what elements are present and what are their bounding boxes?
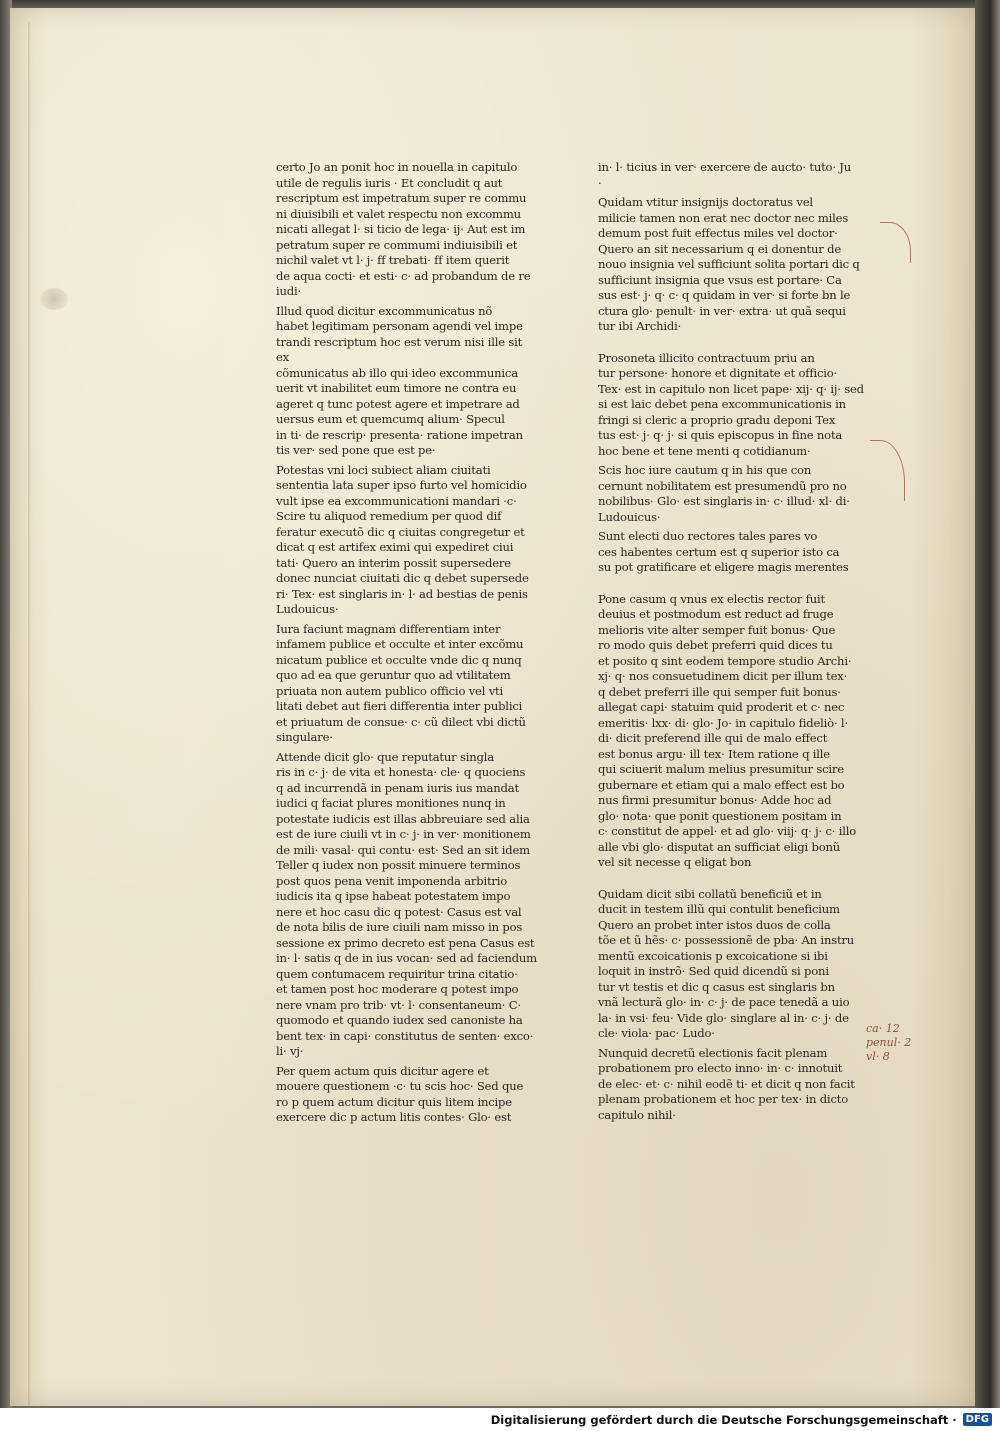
paragraph-gap <box>598 576 870 592</box>
paper-stain <box>40 288 68 310</box>
left-paragraph: certo Jo an ponit hoc in nouella in capitulo utile de regulis iuris · Et concludit q aut rescriptum est impetratum super re commu ni diuisibili et valet respectu non excommu nicati allegat l· si ticio de lega· ij· Aut est im petratum super re commumi indiuisibili et nichil valet vt l· j· ff trebati· ff item querit de aqua cocti· et esti· c· ad probandum de re iudi· <box>276 160 531 298</box>
right-paragraph: Scis hoc iure cautum q in his que con cernunt nobilitatem est presumendũ pro no nobilibus· Glo· est singlaris in· c· illud· xl· di· Ludouicus· <box>598 463 850 524</box>
right-text-column <box>598 160 870 1123</box>
right-paragraph: Pone casum q vnus ex electis rector fuit deuius et postmodum est reduct ad fruge melioris vite alter semper fuit bonus· Que ro modo quis debet preferri quid dices tu et posito q sint eodem tempore studio Archi· xj· q· nos consuetudinem dicit per illum tex· q debet preferri ille qui semper fuit bonus· allegat capi· statuim quid proderit et c· nec emeritis· lxx· di· glo· Jo· in capitulo fideliò· l· di· dicit preferend ille qui de malo effect est bonus argu· ill tex· Item ratione q ille qui sciuerit malum melius presumitur scire gubernare et etiam qui a malo effect est bo nus firmi presumitur bonus· Adde hoc ad glo· nota· que ponit questionem positam in c· constitut de appel· et ad glo· viij· q· j· c· illo alle vbi glo· disputat an sufficiat eligi bonũ vel sit necesse q eligat bon <box>598 591 857 869</box>
paragraph-gap <box>598 871 870 887</box>
paragraph-gap <box>598 335 870 351</box>
footer-credit-bar <box>0 1408 1000 1431</box>
right-paragraph: Quidam vtitur insignijs doctoratus vel milicie tamen non erat nec doctor nec miles demum post fuit effectus miles vel doctor· Quero an sit necessarium q ei donentur de nouo insignia vel sufficiunt solita portari dic q sufficiunt insignia que vsus est portare· Ca sus est· j· q· c· q quidam in ver· si forte bn le ctura glo· penult· in ver· extra· ut quã sequi tur ibi Archidi· <box>598 195 860 333</box>
left-text-column <box>276 160 538 1126</box>
left-paragraph: Attende dicit glo· que reputatur singla ris in c· j· de vita et honesta· cle· q quociens q ad incurrendã in penam iuris ius mandat iudici q faciat plures monitiones nunq in potestate iudicis est illas abbreuiare sed alia est de iure ciuili vt in c· j· in ver· monitionem de mili· vasal· qui contu· est· Sed an sit idem Teller q iudex non possit minuere terminos post quos pena venit imponenda arbitrio iudicis ita q ipse habeat potestatem impo nere et hoc casu dic q potest· Casus est val de nota bilis de iure ciuili nam misso in pos sessione ex primo decreto est pena Casus est in· l· satis q de in ius vocan· sed ad faciendum quem contumacem requiritur trina citatio· et tamen post hoc moderare q potest impo nere vnam pro trib· vt· l· consentaneum· C· quomodo et quando iudex sed canoniste ha bent tex· in capi· constitutus de senten· exco· li· vj· <box>276 749 537 1058</box>
left-paragraph: Illud quod dicitur excommunicatus nõ habet legitimam personam agendi vel impe trandi rescriptum hoc est verum nisi ille sit ex cõmunicatus ab illo qui ideo excommunica uerit vt inabilitet eum timore ne contra eu ageret q tunc potest agere et impetrare ad uersus eum et quemcumq alium· Specul in ti· de rescrip· presenta· ratione impetran tis ver· sed pone que est pe· <box>276 303 523 457</box>
right-paragraph: Nunquid decretũ electionis facit plenam probationem pro electo inno· in· c· innotuit de elec· et· c· nihil eodẽ ti· et dicit q non facit plenam probationem et hoc per tex· in dicto capitulo nihil· <box>598 1045 855 1122</box>
left-paragraph: Per quem actum quis dicitur agere et mouere questionem ·c· tu scis hoc· Sed que ro p quem actum dicitur quis litem incipe exercere dic p actum litis contes· Glo· est <box>276 1063 524 1124</box>
margin-handwritten-note: ca· 12 penul· 2 vl· 8 <box>866 1022 912 1063</box>
right-paragraph: in· l· ticius in ver· exercere de aucto· tuto· Ju · <box>598 160 852 190</box>
footer-credit-text: Digitalisierung gefördert durch die Deutsche Forschungsgemeinschaft · <box>490 1412 957 1427</box>
left-paragraph: Iura faciunt magnam differentiam inter infamem publice et occulte et inter excõmu nicatum publice et occulte vnde dic q nunq quo ad ea que geruntur quo ad vtilitatem priuata non autem publico officio vel vti litati debet aut fieri differentia inter publici et priuatum de consue· c· cũ dilect vbi dictũ singulare· <box>276 621 526 744</box>
left-paragraph: Potestas vni loci subiect aliam ciuitati sententia lata super ipso furto vel homicidio vult ipse ea excommunicationi mandari ·c· Scire tu aliquod remedium per quod dif feratur executõ dic q ciuitas congregetur et dicat q est artifex eximi qui expediret ciui tati· Quero an interim possit supersedere donec nunciat ciuitati dic q debet supersede ri· Tex· est singlaris in· l· ad bestias de penis Ludouicus· <box>276 462 529 616</box>
page-fold-shadow <box>28 22 31 1412</box>
right-paragraph: Quidam dicit sibi collatũ beneficiũ et in ducit in testem illũ qui contulit beneficium Quero an probet inter istos duos de colla tõe et ũ hẽs· c· possessionẽ de pba· An instru mentũ excoicationis p excoicatione si ibi loquit in instrõ· Sed quid dicendũ si poni tur vt testis et dic q casus est singlaris bn vnã lecturã glo· in· c· j· de pace tenedã a uio la· in vsi· feu· Vide glo· singlare al in· c· j· de cle· viola· pac· Ludo· <box>598 886 855 1040</box>
right-paragraph: Sunt electi duo rectores tales pares vo ces habentes certum est q superior isto ca su pot gratificare et eligere magis merentes <box>598 529 849 574</box>
dfg-logo[interactable]: DFG <box>963 1413 992 1426</box>
book-right-edge <box>975 0 1000 1408</box>
right-paragraph: Prosoneta illicito contractuum priu an tur persone· honore et dignitate et officio· Tex· est in capitulo non licet pape· xij· q· ij· sed si est laic debet pena excommunicationis in fringi si cleric a proprio gradu deponi Tex tus est· j· q· j· si quis episcopus in fine nota hoc bene et tene menti q cotidianum· <box>598 350 864 458</box>
